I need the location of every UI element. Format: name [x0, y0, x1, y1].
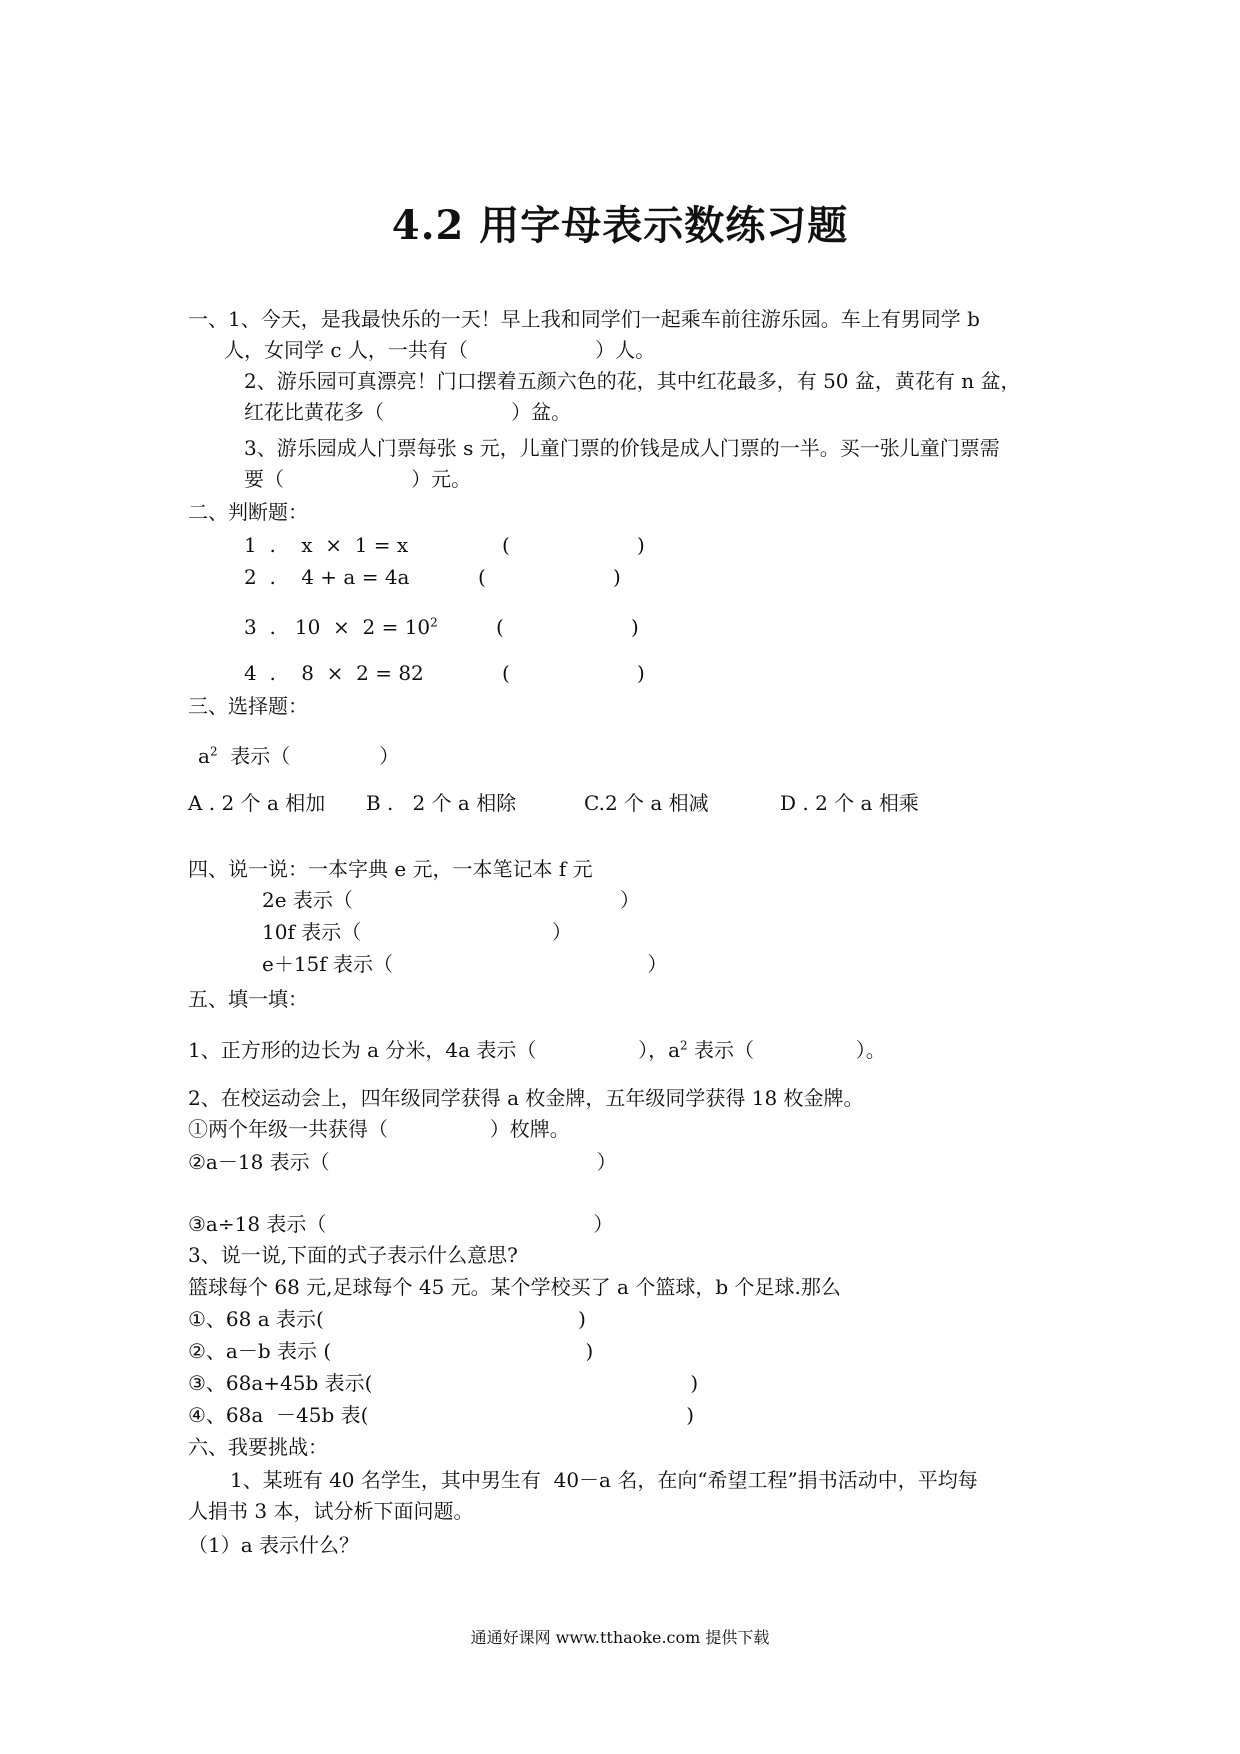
- s5-q1-sup: 2: [680, 1038, 688, 1053]
- s5-q3: 3、说一说,下面的式子表示什么意思?: [188, 1243, 518, 1267]
- s1-q3-line2: 要（ ）元。: [244, 467, 472, 491]
- s3-option-a: A . 2 个 a 相加: [188, 791, 326, 815]
- s2-item-1-paren: ( ): [502, 533, 645, 557]
- s5-q1-part2: 表示（ ）。: [687, 1038, 886, 1062]
- s3-option-c: C.2 个 a 相减: [584, 791, 709, 815]
- s1-q3-line1: 3、游乐园成人门票每张 s 元，儿童门票的价钱是成人门票的一半。买一张儿童门票需: [244, 436, 1000, 460]
- s1-q1-line2: 人，女同学 c 人，一共有（ ）人。: [224, 338, 656, 362]
- s5-q3-2: ②、a－b 表示 ( ): [188, 1339, 594, 1363]
- s1-q2-line1: 2、游乐园可真漂亮！门口摆着五颜六色的花，其中红花最多，有 50 盆，黄花有 n 盆，: [244, 369, 1021, 393]
- s2-item-1: 1 . x × 1 = x: [244, 533, 409, 557]
- s5-heading: 五、填一填：: [188, 987, 308, 1011]
- s5-q2-2: ②a－18 表示（ ）: [188, 1150, 617, 1174]
- s4-line-1: 2e 表示（ ）: [262, 888, 640, 912]
- s2-item-3-sup: 2: [430, 615, 438, 630]
- page-footer: 通通好课网 www.tthaoke.com 提供下载: [470, 1628, 770, 1647]
- s2-item-2: 2 . 4 + a = 4a: [244, 565, 410, 589]
- s3-q-base: a: [198, 744, 210, 768]
- s3-heading: 三、选择题：: [188, 694, 308, 718]
- s2-item-4: 4 . 8 × 2 = 82: [244, 661, 424, 685]
- s5-q1-part1: 1、正方形的边长为 a 分米，4a 表示（ ），a: [188, 1038, 681, 1062]
- page-title: 4.2 用字母表示数练习题: [391, 202, 849, 249]
- s2-item-4-paren: ( ): [502, 661, 645, 685]
- s3-option-b: B . 2 个 a 相除: [366, 791, 517, 815]
- s2-heading: 二、判断题：: [188, 500, 308, 524]
- s2-item-2-paren: ( ): [478, 565, 621, 589]
- s5-q2: 2、在校运动会上，四年级同学获得 a 枚金牌，五年级同学获得 18 枚金牌。: [188, 1086, 864, 1110]
- s5-q1: [188, 1036, 886, 1064]
- s1-q1-line1: 一、1、今天，是我最快乐的一天！早上我和同学们一起乘车前往游乐园。车上有男同学 b: [188, 307, 980, 331]
- s4-line-3: e＋15f 表示（ ）: [262, 952, 668, 976]
- s5-q2-3: ③a÷18 表示（ ）: [188, 1212, 614, 1236]
- s2-item-3-text: 3 . 10 × 2 = 10: [244, 615, 431, 639]
- s6-q1-line2: 人捐书 3 本，试分析下面问题。: [188, 1499, 474, 1523]
- s1-q2-line2: 红花比黄花多（ ）盆。: [244, 400, 572, 424]
- s5-q3-4: ④、68a －45b 表( ): [188, 1403, 695, 1427]
- s6-heading: 六、我要挑战：: [188, 1435, 328, 1459]
- s4-heading: 四、说一说：一本字典 e 元，一本笔记本 f 元: [188, 857, 593, 881]
- s5-q3-context: 篮球每个 68 元,足球每个 45 元。某个学校买了 a 个篮球，b 个足球.那么: [188, 1275, 841, 1299]
- s4-line-2: 10f 表示（ ）: [262, 920, 572, 944]
- s3-q-rest: 表示（ ）: [217, 744, 400, 768]
- s3-option-d: D . 2 个 a 相乘: [780, 791, 919, 815]
- s5-q3-3: ③、68a+45b 表示( ): [188, 1371, 699, 1395]
- s2-item-3: [244, 613, 438, 641]
- s2-item-3-paren: ( ): [496, 615, 639, 639]
- s3-question: [198, 742, 399, 770]
- s6-q1-sub1: （1）a 表示什么？: [188, 1533, 360, 1557]
- s6-q1-line1: 1、某班有 40 名学生，其中男生有 40－a 名，在向“希望工程”捐书活动中，平均每: [230, 1468, 978, 1492]
- s3-q-sup: 2: [209, 744, 218, 759]
- s5-q3-1: ①、68 a 表示( ): [188, 1307, 586, 1331]
- s5-q2-1: ①两个年级一共获得（ ）枚牌。: [188, 1117, 570, 1141]
